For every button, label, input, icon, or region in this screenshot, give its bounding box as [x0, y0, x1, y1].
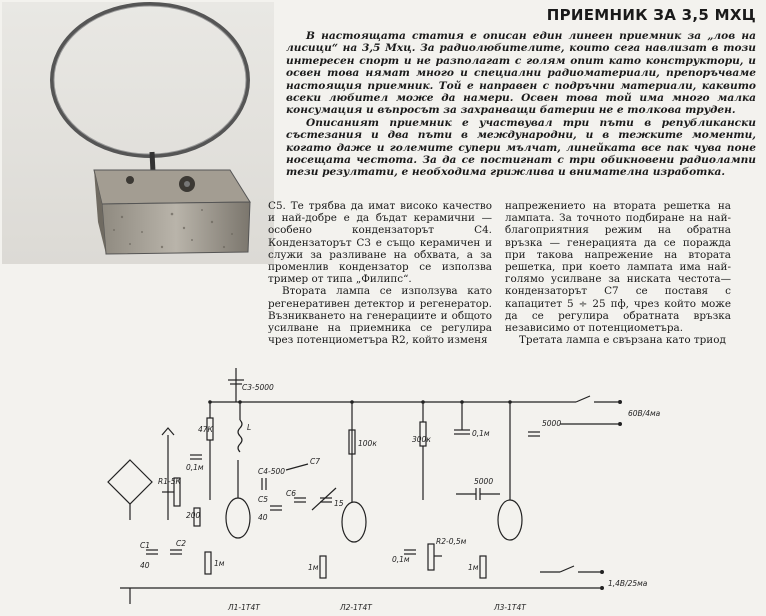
label-c1-value: 40 — [140, 561, 150, 570]
label-c4: C4-500 — [258, 467, 286, 476]
label-r1m-c: 1м — [468, 563, 479, 572]
column-paragraph: Третата лампа е свързана като триод — [519, 334, 726, 347]
label-c5000b: 5000 — [474, 477, 494, 486]
column-paragraph: C5. Те трябва да имат високо качество и най-добре е да бъдат керамични — особено кондензаторът C4. Кондензаторът C3 е също керамичен и служи за разливане на обхвата, а за променлив кондензатор се използва тример от типа „Филипс“. — [268, 200, 492, 286]
label-c01b: 0,1м — [472, 429, 490, 438]
label-c5: C5 — [258, 495, 269, 504]
label-r1m-a: 1м — [214, 559, 225, 568]
label-r47k: 47К — [198, 425, 213, 434]
label-r1: R1-5К — [158, 477, 181, 486]
label-tube-1: Л1-1Т4Т — [228, 603, 260, 612]
receiver-photo — [2, 2, 274, 264]
label-l: L — [247, 423, 252, 432]
label-r200: 200 — [186, 511, 201, 520]
column-paragraph: Втората лампа се използува като регенеративен детектор и регенератор. Възникването на генерациите и общото усилване на приемника се регулира чрез потенциометъра R2, който изменя — [268, 285, 492, 347]
label-c2: C2 — [176, 539, 187, 548]
label-c5000c: 5000 — [542, 419, 562, 428]
intro-paragraph: Описаният приемник е участвувал три пъти в републикански състезания и два пъти в международни, и в тежките моменти, когато даже и големите супери мълчат, линейката все пак чува поне носещата честота. За да се постигнат с три обикновени радиолампи тези резултати, е необходима грижлива и внимателна изработка. — [286, 116, 756, 179]
label-c01c: 0,1м — [392, 555, 410, 564]
article-title: ПРИЕМНИК ЗА 3,5 МХЦ — [546, 6, 756, 24]
label-r1m-b: 1м — [308, 563, 319, 572]
label-r100k: 100к — [358, 439, 377, 448]
label-c01a: 0,1м — [186, 463, 204, 472]
article-intro — [286, 30, 756, 179]
label-tube-2: Л2-1Т4Т — [340, 603, 372, 612]
label-r300k: 300к — [412, 435, 431, 444]
label-hv-supply: 60В/4ма — [628, 409, 661, 418]
label-c15: 15 — [334, 499, 344, 508]
label-c7: C7 — [310, 457, 321, 466]
label-tube-3: Л3-1Т4Т — [494, 603, 526, 612]
label-lv-supply: 1,4В/25ма — [608, 579, 648, 588]
label-c1: C1 — [140, 541, 151, 550]
label-c6: C6 — [286, 489, 297, 498]
label-r2: R2-0,5м — [436, 537, 467, 546]
intro-paragraph: В настоящата статия е описан един линеен приемник за „лов на лисици“ на 3,5 Мхц. За радиолюбителите, които сега навлизат в този интересен спорт и не разполагат с голям опит като конструктори, и освен това нямат много и специални радиоматериали, препоръчваме настоящия приемник. Той е направен с подръчни материали, каквито всеки любител може да намери. Освен това той има много малка консумация и въпросът за захранващи батерии не е толкова труден. — [286, 30, 756, 117]
text-column-2 — [505, 200, 731, 346]
circuit-schematic — [90, 360, 766, 616]
text-column-1 — [268, 200, 492, 346]
label-c3: C3-5000 — [242, 383, 274, 392]
column-paragraph: напрежението на втората решетка на лампата. За точното подбиране на най-благоприятния режим на обратна връзка — генерацията да се поражда при такова напрежение на втората решетка, при което лампата има най-голямо усилване за ниската честота—кондензаторът C7 се поставя с капацитет 5 ÷ 25 пф, чрез който може да се регулира обратната връзка независимо от потенциометъра. — [505, 200, 731, 335]
label-c5-value: 40 — [258, 513, 268, 522]
